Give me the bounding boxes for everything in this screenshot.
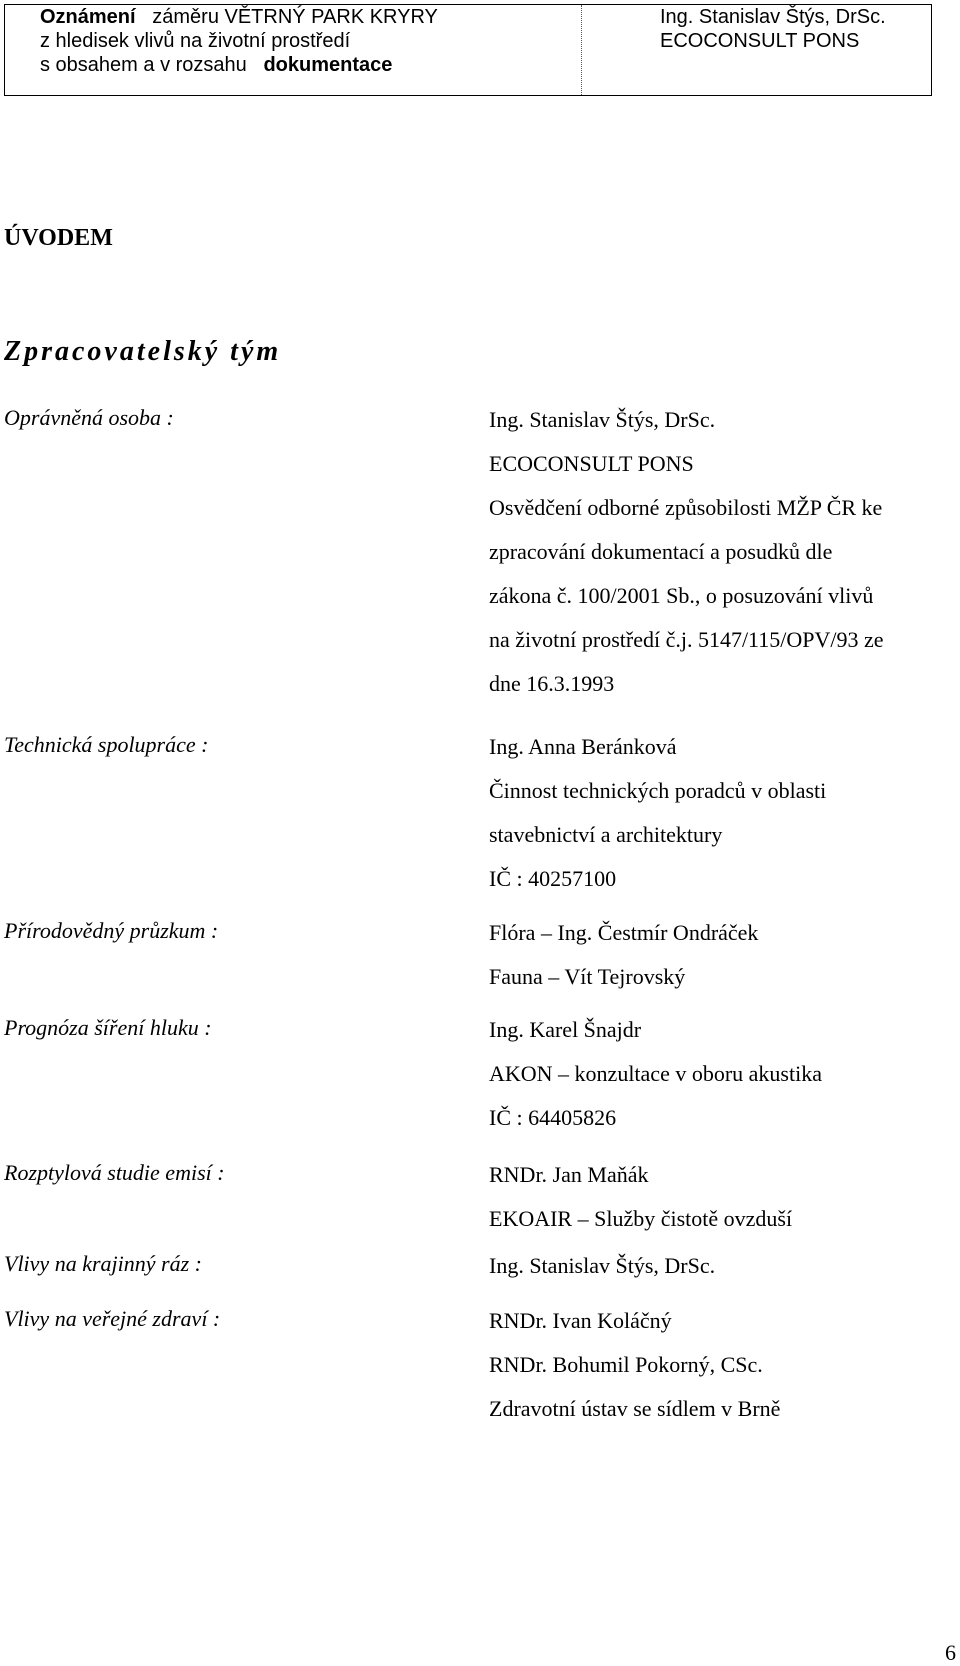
entry-line: Ing. Stanislav Štýs, DrSc. xyxy=(489,1253,716,1278)
entry-line: zpracování dokumentací a posudků dle xyxy=(489,539,833,564)
header-left-cell xyxy=(5,5,582,95)
entry-line: AKON – konzultace v oboru akustika xyxy=(489,1061,822,1086)
entry-details xyxy=(489,1015,822,1147)
entry-line: Fauna – Vít Tejrovský xyxy=(489,964,686,989)
entry-role: Oprávněná osoba : xyxy=(4,405,174,430)
entry-details xyxy=(489,405,884,713)
header-title-line xyxy=(40,5,581,29)
header-title-rest: záměru VĚTRNÝ PARK KRYRY xyxy=(152,6,438,28)
entry-line: RNDr. Ivan Koláčný xyxy=(489,1308,672,1333)
entry-line: stavebnictví a architektury xyxy=(489,822,723,847)
document-header xyxy=(4,4,932,96)
header-author: Ing. Stanislav Štýs, DrSc. xyxy=(660,6,886,28)
section-title: ÚVODEM xyxy=(4,225,113,251)
entry-line: Ing. Anna Beránková xyxy=(489,734,677,759)
entry-role: Vlivy na krajinný ráz : xyxy=(4,1251,202,1276)
entry-role: Přírodovědný průzkum : xyxy=(4,918,219,943)
entry-role: Rozptylová studie emisí : xyxy=(4,1160,225,1185)
entry-line: RNDr. Bohumil Pokorný, CSc. xyxy=(489,1352,763,1377)
entry-role: Technická spolupráce : xyxy=(4,732,209,757)
entry-details xyxy=(489,732,826,908)
header-right-cell xyxy=(582,5,931,95)
entry-details xyxy=(489,1251,715,1295)
entry-line: Zdravotní ústav se sídlem v Brně xyxy=(489,1396,781,1421)
entry-line: dne 16.3.1993 xyxy=(489,671,615,696)
header-scope-plain: s obsahem a v rozsahu xyxy=(40,54,247,76)
header-title-bold: Oznámení xyxy=(40,6,136,28)
entry-details xyxy=(489,918,758,1006)
entry-details xyxy=(489,1306,780,1438)
page-number: 6 xyxy=(945,1640,956,1665)
entry-details xyxy=(489,1160,792,1248)
entry-line: Flóra – Ing. Čestmír Ondráček xyxy=(489,920,759,945)
entry-line: Činnost technických poradců v oblasti xyxy=(489,778,827,803)
entry-line: zákona č. 100/2001 Sb., o posuzování vlivů xyxy=(489,583,874,608)
entry-line: EKOAIR – Služby čistotě ovzduší xyxy=(489,1206,793,1231)
entry-line: IČ : 40257100 xyxy=(489,866,617,891)
entry-line: Osvědčení odborné způsobilosti MŽP ČR ke xyxy=(489,495,883,520)
team-title: Zpracovatelský tým xyxy=(4,336,282,367)
entry-line: Ing. Karel Šnajdr xyxy=(489,1017,642,1042)
header-subtitle-line: z hledisek vlivů na životní prostředí xyxy=(40,30,351,52)
entry-line: ECOCONSULT PONS xyxy=(489,451,694,476)
entry-role: Vlivy na veřejné zdraví : xyxy=(4,1306,221,1331)
entry-role: Prognóza šíření hluku : xyxy=(4,1015,212,1040)
entry-line: Ing. Stanislav Štýs, DrSc. xyxy=(489,407,716,432)
entry-line: RNDr. Jan Maňák xyxy=(489,1162,649,1187)
header-company: ECOCONSULT PONS xyxy=(660,30,860,52)
header-scope-bold: dokumentace xyxy=(263,54,393,76)
entry-line: IČ : 64405826 xyxy=(489,1105,617,1130)
entry-line: na životní prostředí č.j. 5147/115/OPV/93 ze xyxy=(489,627,884,652)
header-scope-line xyxy=(40,53,581,77)
